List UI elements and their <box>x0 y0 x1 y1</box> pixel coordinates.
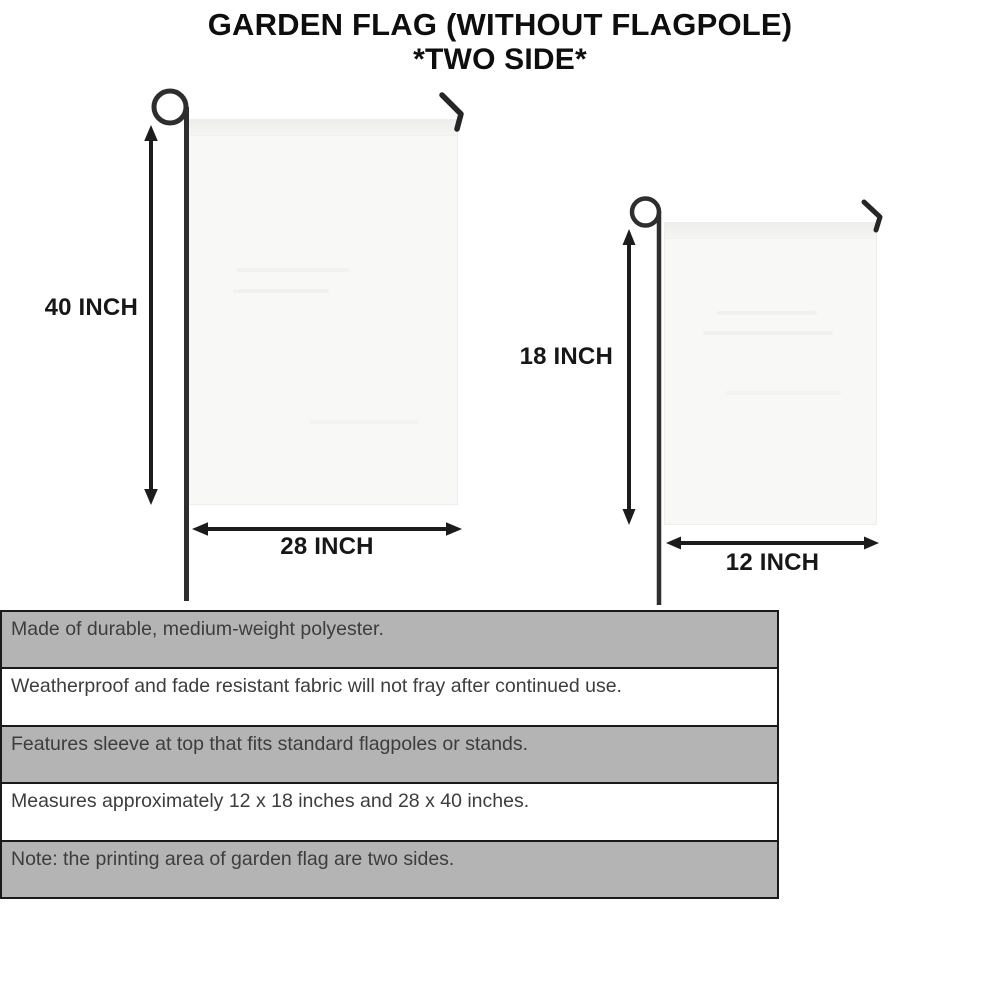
feature-row-measures: Measures approximately 12 x 18 inches and 28 x 40 inches. <box>2 782 777 839</box>
feature-row-note: Note: the printing area of garden flag are two sides. <box>2 840 777 897</box>
width-label-small: 12 INCH <box>725 549 820 576</box>
width-label-large: 28 INCH <box>280 533 374 560</box>
page-title: GARDEN FLAG (WITHOUT FLAGPOLE) <box>207 7 793 42</box>
pole-hook-icon <box>864 202 880 230</box>
pole-loop-icon <box>632 199 659 226</box>
feature-row-material: Made of durable, medium-weight polyester. <box>2 612 777 667</box>
feature-row-weatherproof: Weatherproof and fade resistant fabric will not fray after continued use. <box>2 667 777 724</box>
height-arrow-small <box>623 229 636 525</box>
features-table <box>0 610 779 899</box>
width-arrow-small <box>666 537 879 550</box>
height-label-large: 40 INCH <box>44 294 138 321</box>
height-label-small: 18 INCH <box>519 343 613 370</box>
pole-loop-icon <box>154 91 186 123</box>
height-arrow-large <box>144 125 158 505</box>
flagpole-small <box>632 199 659 606</box>
pole-hook-icon <box>442 95 461 129</box>
page-subtitle: *TWO SIDE* <box>413 42 587 76</box>
flagpole-large <box>154 91 187 601</box>
feature-row-sleeve: Features sleeve at top that fits standard flagpoles or stands. <box>2 725 777 782</box>
